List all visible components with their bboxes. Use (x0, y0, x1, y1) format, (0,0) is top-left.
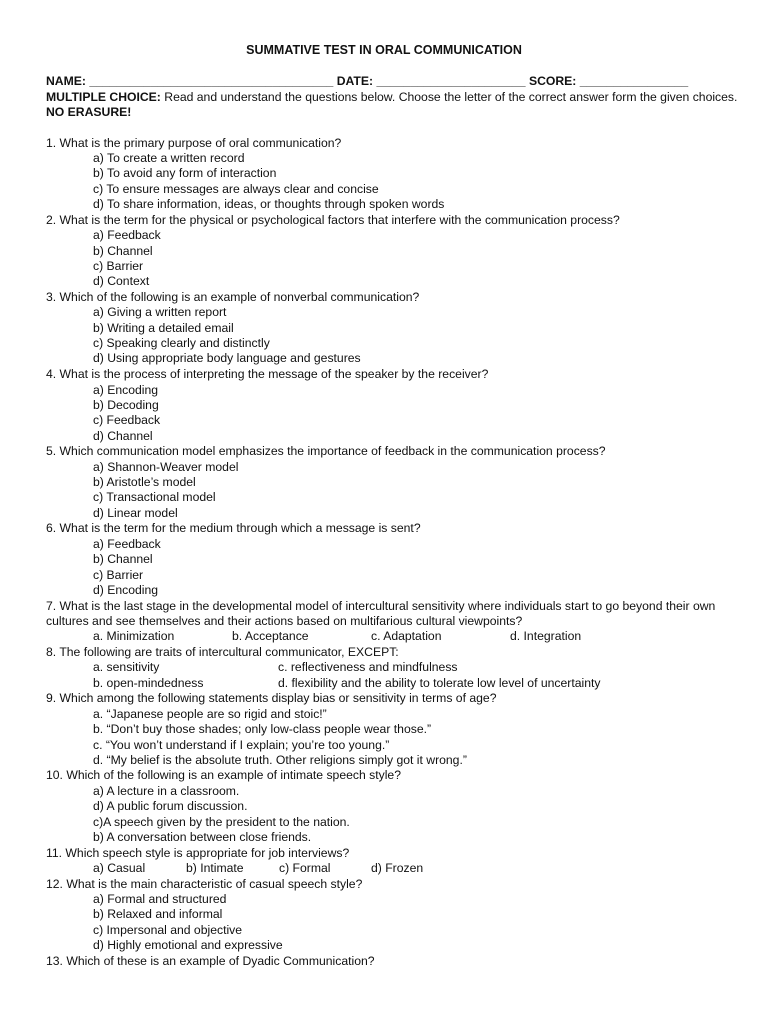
option: c) Feedback (93, 413, 161, 427)
option: b) Intimate (186, 861, 244, 875)
option: c. reflectiveness and mindfulness (278, 660, 458, 674)
question-10: 10. Which of the following is an example of intimate speech style? (46, 768, 401, 782)
option: d) To share information, ideas, or thoughts through spoken words (93, 197, 445, 211)
option: a) Feedback (93, 228, 161, 242)
question-3: 3. Which of the following is an example of nonverbal communication? (46, 290, 420, 304)
option: d) Frozen (371, 861, 424, 875)
option: c) Speaking clearly and distinctly (93, 336, 270, 350)
option: a) Casual (93, 861, 146, 875)
option: d) Encoding (93, 583, 159, 597)
option: c) Formal (279, 861, 331, 875)
option: c) Transactional model (93, 490, 216, 504)
option: c)A speech given by the president to the nation. (93, 815, 350, 829)
option: b) Channel (93, 552, 153, 566)
question-7-continued: cultures and see themselves and their actions based on multifarious cultural viewpoints? (46, 614, 523, 628)
option: c) Barrier (93, 259, 144, 273)
no-erasure-warning: NO ERASURE! (46, 105, 132, 119)
option: a) Shannon-Weaver model (93, 460, 239, 474)
option: b. open-mindedness (93, 676, 204, 690)
option: d) Highly emotional and expressive (93, 938, 283, 952)
option: b) Relaxed and informal (93, 907, 223, 921)
option: d) A public forum discussion. (93, 799, 248, 813)
question-7: 7. What is the last stage in the developmental model of intercultural sensitivity where individuals start to go beyond their own (46, 599, 716, 613)
question-5: 5. Which communication model emphasizes the importance of feedback in the communication process? (46, 444, 606, 458)
option: b. Acceptance (232, 629, 309, 643)
option: b) Decoding (93, 398, 159, 412)
instructions-text: Read and understand the questions below. Choose the letter of the correct answer form the given choices. (160, 90, 738, 104)
question-6: 6. What is the term for the medium through which a message is sent? (46, 521, 421, 535)
option: a) Formal and structured (93, 892, 227, 906)
option: c) Barrier (93, 568, 144, 582)
option: b) Writing a detailed email (93, 321, 234, 335)
option: d) Context (93, 274, 150, 288)
question-12: 12. What is the main characteristic of casual speech style? (46, 877, 363, 891)
question-1: 1. What is the primary purpose of oral communication? (46, 136, 342, 150)
question-9: 9. Which among the following statements display bias or sensitivity in terms of age? (46, 691, 497, 705)
option: c. “You won’t understand if I explain; you’re too young.” (93, 738, 390, 752)
header-fields: NAME: ____________________________________ DATE: ______________________ SCORE: ________________ (46, 74, 689, 88)
option: b) To avoid any form of interaction (93, 166, 277, 180)
option: a. sensitivity (93, 660, 160, 674)
option: a. “Japanese people are so rigid and stoic!” (93, 707, 327, 721)
option: a) Giving a written report (93, 305, 227, 319)
option: d. flexibility and the ability to tolerate low level of uncertainty (278, 676, 601, 690)
option: b) A conversation between close friends. (93, 830, 312, 844)
page-title: SUMMATIVE TEST IN ORAL COMMUNICATION (246, 43, 522, 57)
question-13: 13. Which of these is an example of Dyadic Communication? (46, 954, 375, 968)
option: a) To create a written record (93, 151, 245, 165)
option: c) Impersonal and objective (93, 923, 243, 937)
instructions (46, 90, 737, 105)
option: d) Channel (93, 429, 153, 443)
option: d) Linear model (93, 506, 178, 520)
option: a) Feedback (93, 537, 161, 551)
question-11: 11. Which speech style is appropriate for job interviews? (46, 846, 350, 860)
option: a. Minimization (93, 629, 175, 643)
option: a) A lecture in a classroom. (93, 784, 240, 798)
option: d. “My belief is the absolute truth. Other religions simply got it wrong.” (93, 753, 467, 767)
option: c. Adaptation (371, 629, 442, 643)
option: b. “Don’t buy those shades; only low-class people wear those.” (93, 722, 432, 736)
instructions-label: MULTIPLE CHOICE: (46, 90, 161, 104)
option: a) Encoding (93, 383, 159, 397)
option: d. Integration (510, 629, 582, 643)
option: d) Using appropriate body language and gestures (93, 351, 361, 365)
option: b) Aristotle’s model (93, 475, 196, 489)
question-2: 2. What is the term for the physical or psychological factors that interfere with the communication process? (46, 213, 620, 227)
option: c) To ensure messages are always clear and concise (93, 182, 379, 196)
option: b) Channel (93, 244, 153, 258)
question-8: 8. The following are traits of intercultural communicator, EXCEPT: (46, 645, 399, 659)
question-4: 4. What is the process of interpreting the message of the speaker by the receiver? (46, 367, 489, 381)
